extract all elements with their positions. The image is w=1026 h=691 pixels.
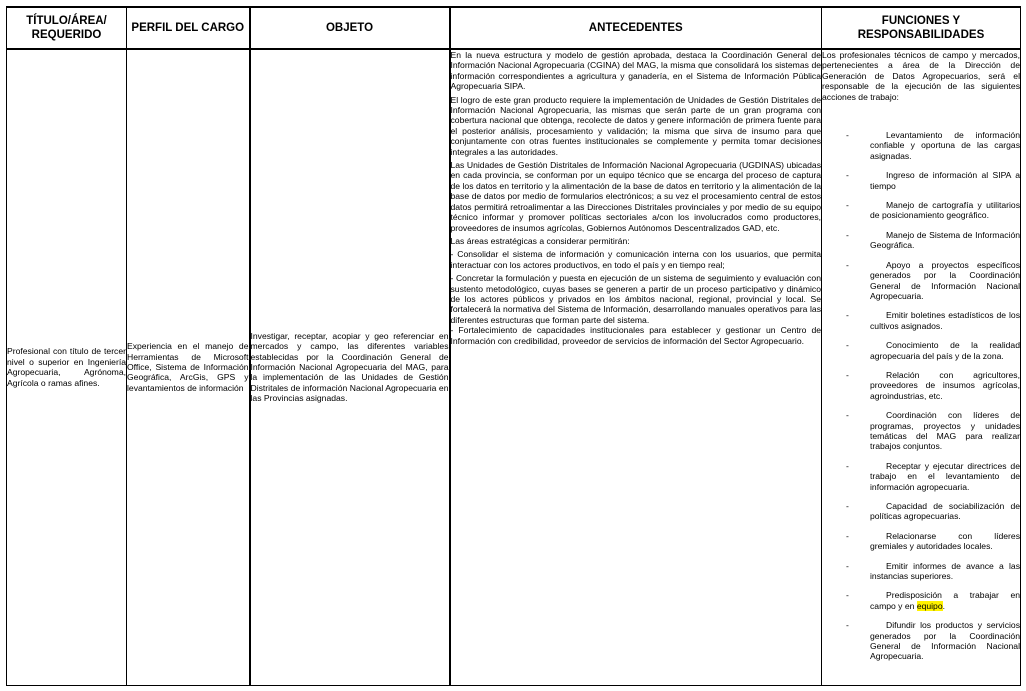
dash-bullet: - bbox=[846, 369, 849, 380]
cell-funciones bbox=[822, 49, 1021, 685]
header-perfil: PERFIL DEL CARGO bbox=[127, 7, 250, 49]
antecedentes-paragraph: Las áreas estratégicas a considerar permitirán: bbox=[450, 235, 630, 246]
list-item: - Emitir boletines estadísticos de los cultivos asignados. bbox=[846, 310, 1020, 331]
header-row bbox=[7, 7, 1021, 49]
list-item: - Manejo de Sistema de Información Geográfica. bbox=[846, 229, 1020, 251]
dash-bullet: - bbox=[846, 410, 849, 421]
funciones-intro: Los profesionales técnicos de campo y mercados, pertenecientes a área de la Dirección de Generación de Datos Agropecuarios, será el responsable de la ejecución de las siguientes acciones de trabajo: bbox=[822, 50, 1020, 102]
dash-bullet: - bbox=[846, 530, 849, 541]
list-item: - Predisposición a trabajar en campo y en equipo. bbox=[846, 590, 1020, 611]
dash-bullet: - bbox=[846, 229, 849, 240]
dash-bullet: - bbox=[846, 590, 849, 601]
highlighted-text: equipo bbox=[916, 600, 943, 611]
list-item: - Apoyo a proyectos específicos generados por la Coordinación General de Información Nacional Agropecuaria. bbox=[846, 259, 1020, 301]
antecedentes-paragraph: - Fortalecimiento de capacidades institucionales para establecer y gestionar un Centro de Información con credibilidad, proveedor de servicios de información del Sector Agropecuario. bbox=[450, 325, 821, 346]
list-item: - Conocimiento de la realidad agropecuaria del país y de la zona. bbox=[846, 340, 1020, 361]
cell-antecedentes bbox=[450, 49, 822, 685]
antecedentes-paragraph: En la nueva estructura y modelo de gestión aprobada, destaca la Coordinación General de Información Nacional Agropecuaria (CGINA) del MAG, la misma que consolidará los sistemas de información correspondientes a agricultura y ganadería, en el Sistema de Información Pública Agropecuaria SIPA. bbox=[450, 50, 821, 92]
dash-bullet: - bbox=[846, 620, 849, 631]
list-item: - Relación con agricultores, proveedores de insumos agrícolas, agroindustrias, etc. bbox=[846, 369, 1020, 401]
cell-objeto: Investigar, receptar, acopiar y geo referenciar en mercados y campo, las diferentes variables establecidas por la Coordinación General de Información Nacional Agropecuaria del MAG, para la implementación de las Unidades de Gestión Distritales de información Nacional Agropecuaria en las Provincias asignadas. bbox=[250, 49, 450, 685]
antecedentes-paragraph: Las Unidades de Gestión Distritales de Información Nacional Agropecuaria (UGDINAS) ubicadas en cada provincia, se conforman por un equipo técnico que se encarga del proceso de captura de los datos en territorio y la alimentación de la base de datos en territorio y la alimentación de la base de datos por medio de formularios electrónicos; a su vez el procesamiento central de estos datos permitirá retroalimentar a las Direcciones Distritales provinciales y por medio de su equipo técnico informar y promover políticas sectoriales a/con los involucrados como productores, proveedores de insumos agrícolas, Gobiernos Autónomos Descentralizados GAD, etc. bbox=[450, 160, 821, 233]
list-item: - Receptar y ejecutar directrices de trabajo en el levantamiento de información agropecuaria. bbox=[846, 460, 1020, 492]
header-funciones: FUNCIONES Y RESPONSABILIDADES bbox=[822, 7, 1021, 49]
table-row bbox=[7, 49, 1021, 685]
list-item: - Coordinación con líderes de programas, proyectos y unidades temáticas del MAG para realizar trabajos conjuntos. bbox=[846, 410, 1020, 452]
header-antecedentes: ANTECEDENTES bbox=[450, 7, 822, 49]
list-item: - Levantamiento de información confiable y oportuna de las cargas asignadas. bbox=[846, 130, 1020, 161]
dash-bullet: - bbox=[846, 200, 849, 211]
dash-bullet: - bbox=[846, 501, 849, 511]
header-titulo: TÍTULO/ÁREA/ REQUERIDO bbox=[7, 7, 127, 49]
cell-perfil: Experiencia en el manejo de Herramientas de Microsoft Office, Sistema de Información Geográfica, ArcGis, GPS y levantamientos de información bbox=[127, 49, 250, 685]
dash-bullet: - bbox=[846, 310, 849, 321]
list-item: - Difundir los productos y servicios generados por la Coordinación General de Información Nacional Agropecuaria. bbox=[846, 620, 1020, 662]
dash-bullet: - bbox=[846, 340, 849, 351]
funciones-list bbox=[822, 130, 1020, 662]
dash-bullet: - bbox=[846, 170, 849, 181]
list-item: - Capacidad de sociabilización de políticas agropecuarias. bbox=[846, 501, 1020, 522]
antecedentes-paragraph: El logro de este gran producto requiere la implementación de Unidades de Gestión Distritales de Información Nacional Agropecuaria, las mismas que serán parte de un gran programa con cobertura nacional que obtenga, recolecte de datos y genere información de primera fuente para el posterior análisis, procesamiento y validación; la misma que sirva de insumo para que conjuntamente con otras fuentes institucionales se complemente y permita tomar decisiones integrales a las autoridades. bbox=[450, 94, 821, 157]
dash-bullet: - bbox=[846, 460, 849, 471]
antecedentes-paragraph: - Concretar la formulación y puesta en ejecución de un sistema de seguimiento y evaluación con sustento metodológico, cuyas bases se generen a partir de un proceso participativo y dinámico de los actores públicos y privados en los ámbitos nacional, regional, provincial y local. Se fortalecerá la normativa del Sistema de Información, desarrollando manuales operativos para las diferentes estructuras que forman parte del sistema. bbox=[450, 273, 821, 325]
header-objeto: OBJETO bbox=[250, 7, 450, 49]
list-item: - Relacionarse con líderes gremiales y autoridades locales. bbox=[846, 530, 1020, 552]
antecedentes-paragraph: - Consolidar el sistema de información y comunicación interna con los usuarios, que permita interactuar con los actores productivos, en todo el país y en tiempo real; bbox=[450, 249, 821, 270]
job-profile-table bbox=[6, 6, 1021, 686]
dash-bullet: - bbox=[846, 130, 849, 141]
dash-bullet: - bbox=[846, 560, 849, 571]
list-item: - Emitir informes de avance a las instancias superiores. bbox=[846, 560, 1020, 582]
cell-titulo: Profesional con título de tercer nivel o superior en Ingeniería Agropecuaria, Agrónoma, Agrícola o ramas afines. bbox=[7, 49, 127, 685]
list-item: - Manejo de cartografía y utilitarios de posicionamiento geográfico. bbox=[846, 200, 1020, 221]
dash-bullet: - bbox=[846, 259, 849, 270]
list-item: - Ingreso de información al SIPA a tiempo bbox=[846, 170, 1020, 191]
